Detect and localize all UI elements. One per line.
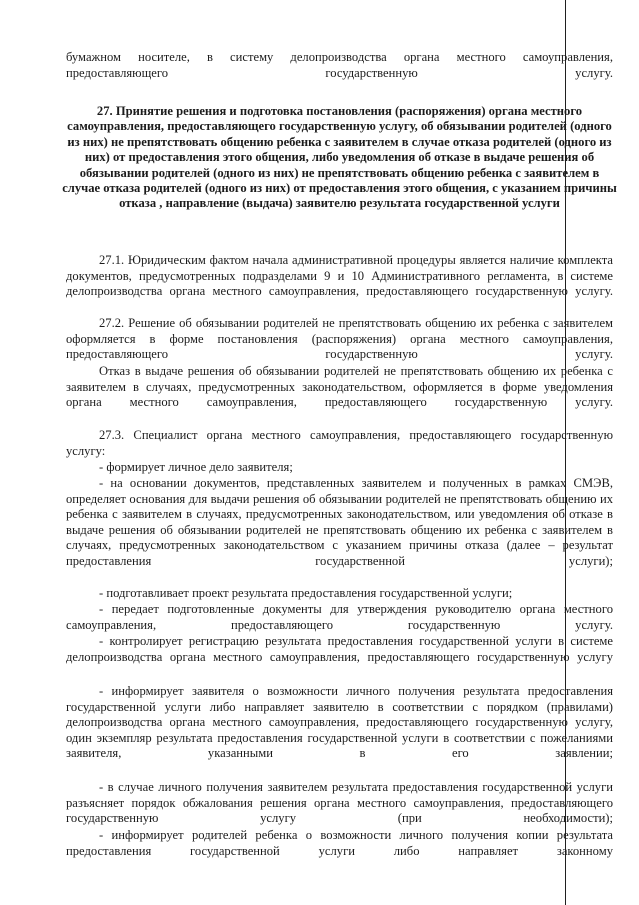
list-item: - на основании документов, представленных заявителем и полученных в рамках СМЭВ, определяет основания для выдачи решения об обязывании родителей не препятствовать общению их ребенка с заявителем в случаях, предусмотренных законодательством, или уведомления об отказе в выдаче решения об обязывании родителей не препятствовать общению их ребенка с заявителем в случаях, предусмотренных законодательством с указанием причины отказа (далее – результат предоставления государственной услуги); — [66, 476, 613, 568]
paragraph-27-3: 27.3. Специалист органа местного самоуправления, предоставляющего государственную услугу: — [66, 428, 613, 458]
list-item: - подготавливает проект результата предоставления государственной услуги; — [99, 586, 513, 600]
paragraph-refusal: Отказ в выдаче решения об обязывании родителей не препятствовать общению их ребенка с заявителем в случаях, предусмотренных законодательством, оформляется в форме уведомления органа местного самоуправления, предоставляющего государственную услугу. — [66, 364, 613, 410]
list-item: - передает подготовленные документы для утверждения руководителю органа местного самоуправления, предоставляющего государственную услугу. — [66, 602, 613, 632]
list-item: - информирует заявителя о возможности личного получения результата предоставления государственной услуги либо направляет заявителю в соответствии с порядком (правилами) делопроизводства органа местного самоуправления, предоставляющего государственную услугу, один экземпляр результата предоставления государственной услуги в соответствии с пожеланиями заявителя, указанными в его заявлении; — [66, 684, 613, 761]
paragraph-27-1: 27.1. Юридическим фактом начала административной процедуры является наличие комплекта документов, предусмотренных подразделами 9 и 10 Административного регламента, в системе делопроизводства органа местного самоуправления, предоставляющего государственную услугу. — [66, 253, 613, 299]
list-item: - в случае личного получения заявителем результата предоставления государственной услуги разъясняет порядок обжалования решения органа местного самоуправления, предоставляющего государственную услугу (при необходимости); — [66, 780, 613, 826]
paragraph-27-2: 27.2. Решение об обязывании родителей не препятствовать общению их ребенка с заявителем оформляется в форме постановления (распоряжения) органа местного самоуправления, предоставляющего государственную услугу. — [66, 316, 613, 362]
list-item: - контролирует регистрацию результата предоставления государственной услуги в системе делопроизводства органа местного самоуправления, предоставляющего государственную услугу — [66, 634, 613, 664]
list-item: - формирует личное дело заявителя; — [99, 460, 293, 474]
list-item: - информирует родителей ребенка о возможности личного получения копии результата предоставления государственной услуги либо направляет законному — [66, 828, 613, 858]
section-heading: 27. Принятие решения и подготовка постановления (распоряжения) органа местного самоуправления, предоставляющего государственную услугу, об обязывании родителей (одного из них) не препятствовать общению ребенка с заявителем в случае отказа родителей (одного из них) от предоставления этого общения, либо уведомления об отказе в выдаче решения об обязывании родителей (одного из них) не препятствовать общению ребенка с заявителем в случае отказа родителей (одного из них) от предоставления этого общения, с указанием причины отказа , направление (выдача) заявителю результата государственной услуги — [62, 104, 617, 211]
continuation-paragraph: бумажном носителе, в систему делопроизводства органа местного самоуправления, предоставляющего государственную услугу. — [66, 50, 613, 80]
